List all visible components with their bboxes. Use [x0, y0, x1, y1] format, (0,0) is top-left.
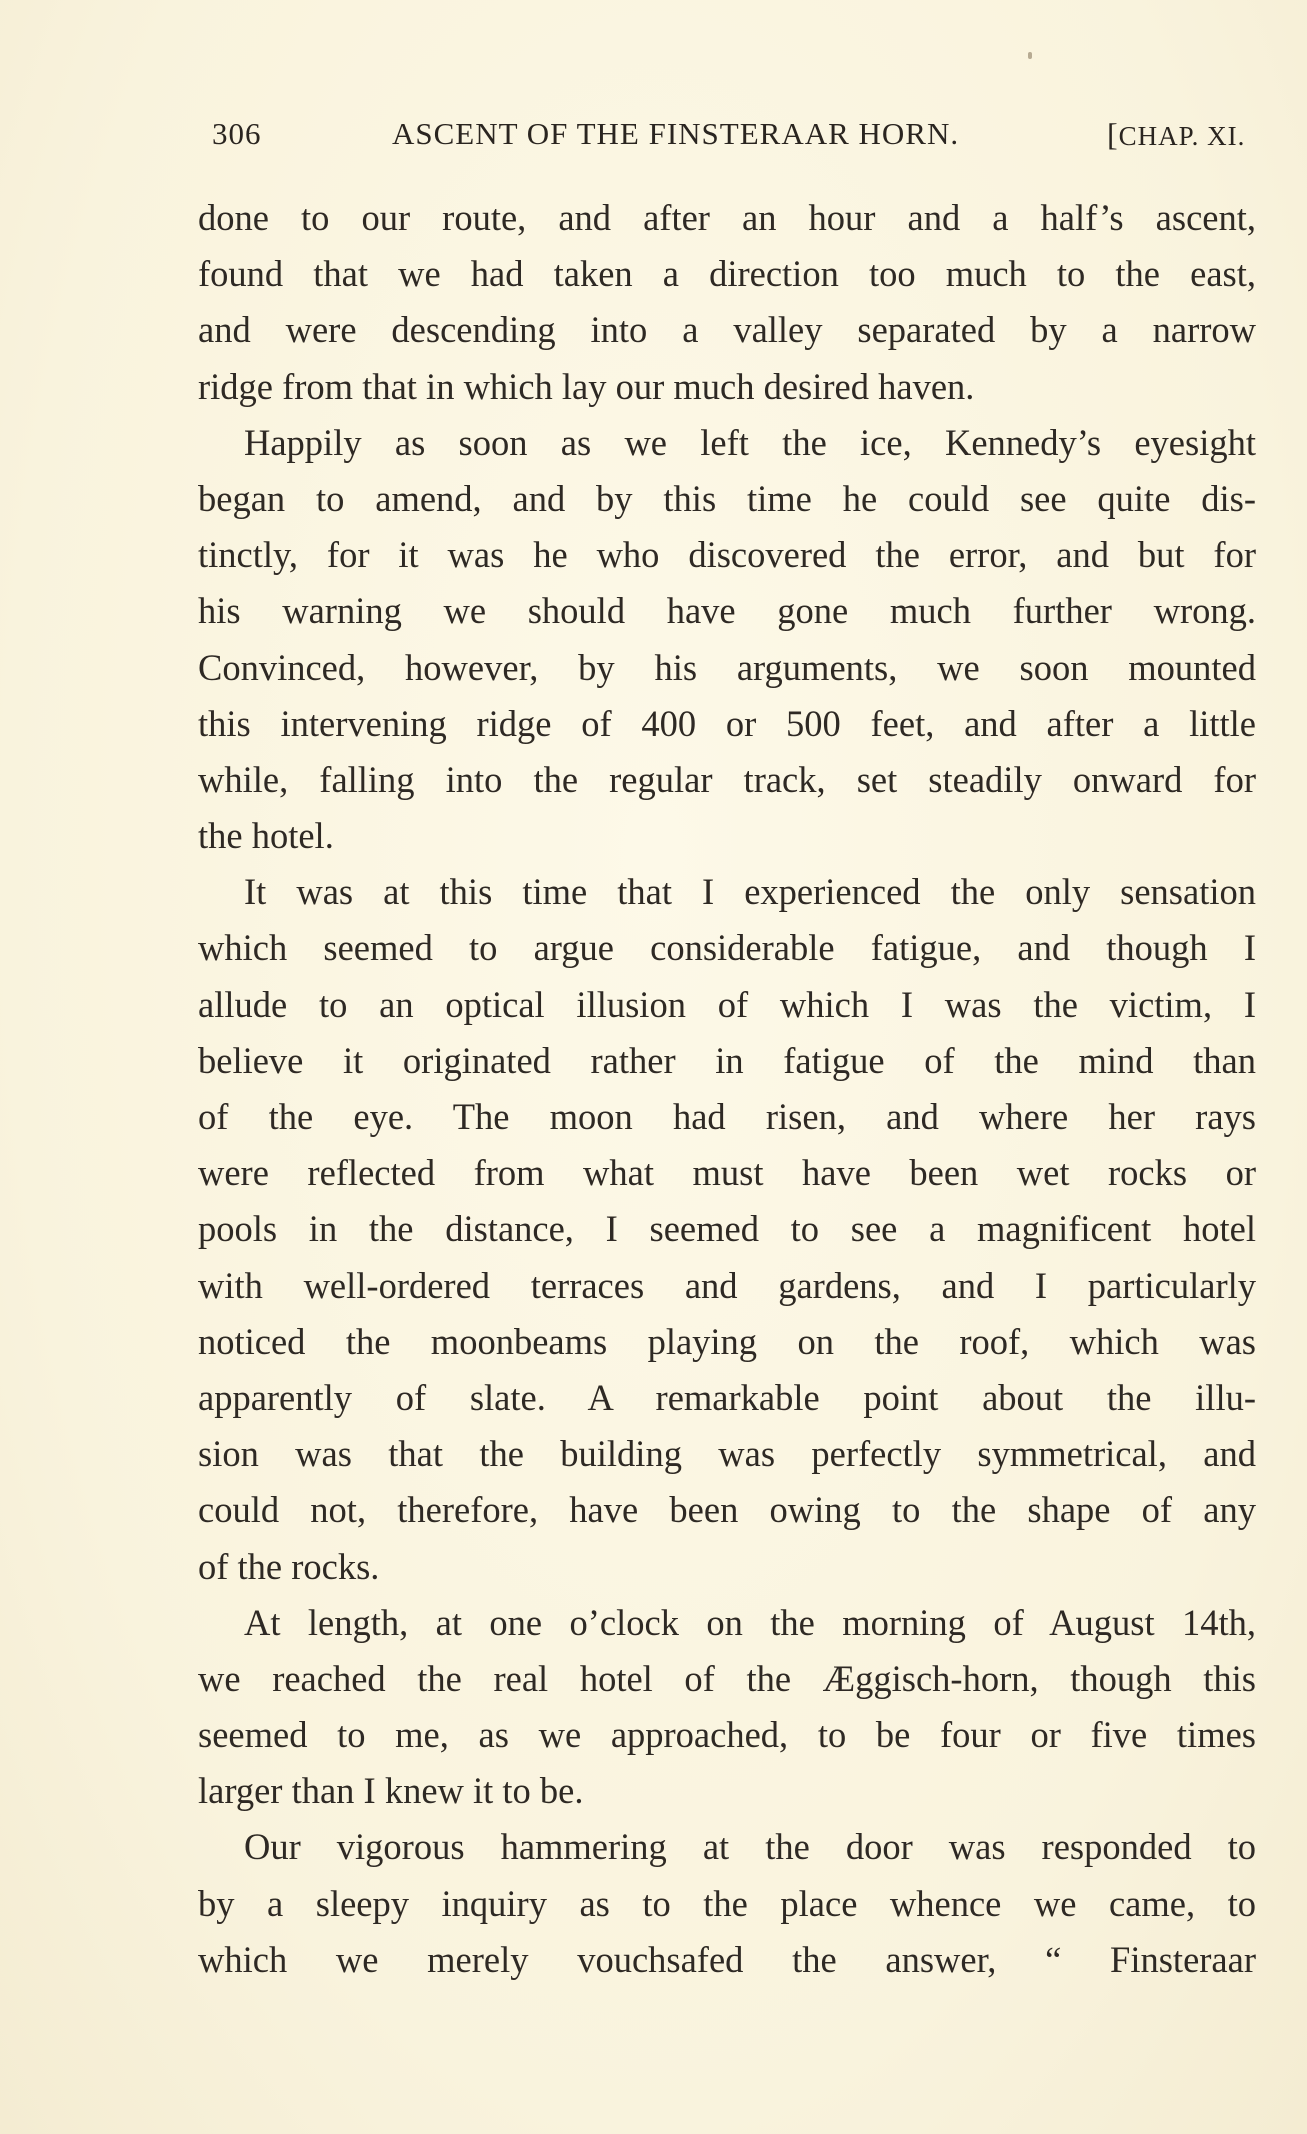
- text-line: were reflected from what must have been wet rocks or: [198, 1152, 1256, 1194]
- text-line: found that we had taken a direction too much to the east,: [198, 253, 1256, 295]
- text-line: of the eye. The moon had risen, and where her rays: [198, 1096, 1256, 1137]
- text-line: of the rocks.: [198, 1545, 380, 1587]
- text-line: and were descending into a valley separated by a narrow: [198, 309, 1256, 351]
- text-line: larger than I knew it to be.: [198, 1770, 584, 1812]
- text-line: the hotel.: [198, 815, 334, 857]
- paragraph-start-line: At length, at one o’clock on the morning of August 14th,: [244, 1601, 1256, 1643]
- running-title: ASCENT OF THE FINSTERAAR HORN.: [392, 116, 960, 151]
- chapter-bracket: [: [1107, 116, 1119, 152]
- paragraph-start-line: Happily as soon as we left the ice, Kennedy’s eyesight: [244, 421, 1256, 463]
- page-number: 306: [212, 116, 262, 151]
- text-line: this intervening ridge of 400 or 500 feet, and after a little: [198, 702, 1256, 744]
- text-line: apparently of slate. A remarkable point about the illu-: [198, 1376, 1256, 1418]
- text-line: seemed to me, as we approached, to be four or five times: [198, 1714, 1256, 1756]
- text-line: believe it originated rather in fatigue of the mind than: [198, 1039, 1256, 1081]
- text-line: which seemed to argue considerable fatigue, and though I: [198, 927, 1256, 969]
- text-line: allude to an optical illusion of which I was the victim, I: [198, 983, 1256, 1025]
- text-line: with well-ordered terraces and gardens, and I particularly: [198, 1264, 1256, 1306]
- chapter-label: [1107, 116, 1245, 153]
- text-line: began to amend, and by this time he could see quite dis-: [198, 477, 1256, 519]
- text-line: Convinced, however, by his arguments, we soon mounted: [198, 646, 1256, 688]
- text-line: tinctly, for it was he who discovered the error, and but for: [198, 534, 1256, 576]
- text-line: which we merely vouchsafed the answer, “ Finsteraar: [198, 1938, 1256, 1980]
- text-line: by a sleepy inquiry as to the place whence we came, to: [198, 1882, 1256, 1924]
- chapter-text: CHAP. XI.: [1118, 121, 1246, 151]
- text-line: while, falling into the regular track, set steadily onward for: [198, 758, 1256, 800]
- text-line: his warning we should have gone much further wrong.: [198, 590, 1256, 632]
- text-line: noticed the moonbeams playing on the roof, which was: [198, 1320, 1256, 1362]
- running-head: [212, 116, 1257, 156]
- text-line: we reached the real hotel of the Æggisch-horn, though this: [198, 1657, 1256, 1699]
- text-line: could not, therefore, have been owing to the shape of any: [198, 1489, 1256, 1531]
- text-line: done to our route, and after an hour and a half’s ascent,: [198, 197, 1256, 238]
- text-line: sion was that the building was perfectly symmetrical, and: [198, 1433, 1256, 1475]
- body-text: [198, 190, 1256, 1988]
- paper-speck: [1028, 52, 1032, 59]
- paragraph-start-line: Our vigorous hammering at the door was responded to: [244, 1826, 1256, 1868]
- paragraph-start-line: It was at this time that I experienced the only sensation: [244, 871, 1256, 913]
- text-line: pools in the distance, I seemed to see a magnificent hotel: [198, 1208, 1256, 1250]
- text-line: ridge from that in which lay our much desired haven.: [198, 365, 975, 407]
